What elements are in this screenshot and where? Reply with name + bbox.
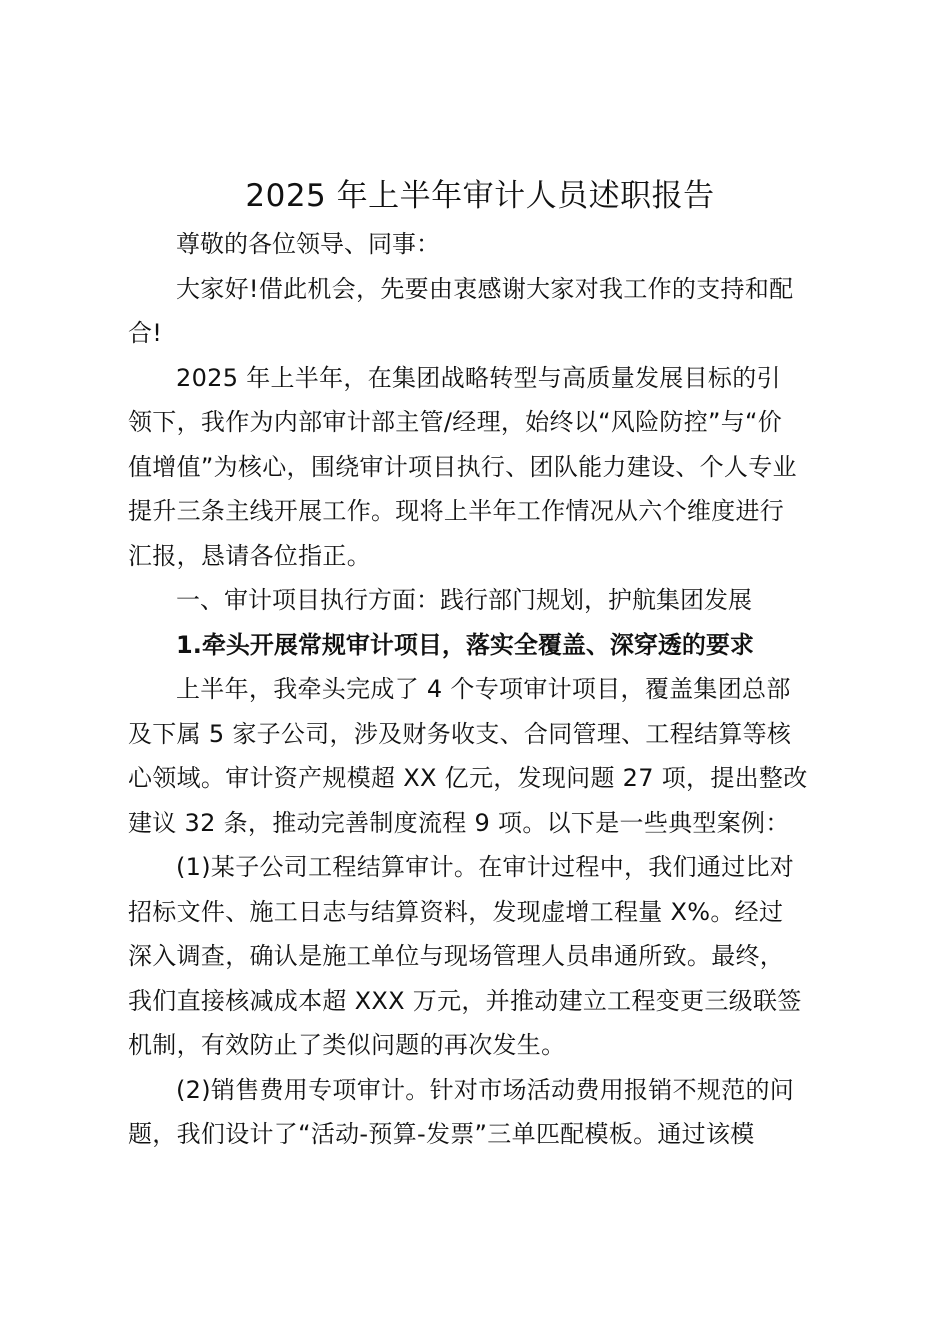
paragraph-line: 领下，我作为内部审计部主管/经理，始终以“风险防控”与“价 — [128, 408, 783, 436]
paragraph-line: 2025 年上半年，在集团战略转型与高质量发展目标的引 — [176, 363, 781, 392]
paragraph-line: 招标文件、施工日志与结算资料，发现虚增工程量 X%。经过 — [128, 897, 784, 926]
document-title: 2025 年上半年审计人员述职报告 — [245, 178, 715, 214]
paragraph-line: 建议 32 条，推动完善制度流程 9 项。以下是一些典型案例： — [128, 808, 790, 837]
document-page — [128, 170, 832, 1157]
paragraph-line: (2)销售费用专项审计。针对市场活动费用报销不规范的问 — [176, 1075, 795, 1104]
paragraph-line: 机制，有效防止了类似问题的再次发生。 — [128, 1031, 566, 1059]
case-2-paragraph — [128, 1068, 832, 1157]
summary-paragraph — [128, 667, 832, 845]
paragraph-line: 深入调查，确认是施工单位与现场管理人员串通所致。最终， — [128, 942, 785, 970]
paragraph-line: 值增值”为核心，围绕审计项目执行、团队能力建设、个人专业 — [128, 452, 797, 481]
paragraph-line: 提升三条主线开展工作。现将上半年工作情况从六个维度进行 — [128, 497, 785, 525]
section-heading: 一、审计项目执行方面：践行部门规划，护航集团发展 — [176, 586, 752, 614]
paragraph-line: (1)某子公司工程结算审计。在审计过程中，我们通过比对 — [176, 853, 795, 881]
case-1-paragraph — [128, 845, 832, 1068]
paragraph-line: 大家好!借此机会，先要由衷感谢大家对我工作的支持和配 — [176, 274, 794, 303]
subsection-heading: 1.牵头开展常规审计项目，落实全覆盖、深穿透的要求 — [176, 630, 754, 659]
paragraph-line: 汇报，恳请各位指正。 — [128, 541, 371, 570]
overview-paragraph — [128, 356, 832, 579]
paragraph-line: 合! — [128, 319, 163, 347]
paragraph-line: 我们直接核减成本超 XXX 万元，并推动建立工程变更三级联签 — [128, 986, 802, 1015]
paragraph-line: 题，我们设计了“活动-预算-发票”三单匹配模板。通过该模 — [128, 1120, 755, 1148]
paragraph-line: 上半年，我牵头完成了 4 个专项审计项目，覆盖集团总部 — [176, 675, 791, 703]
paragraph-line: 心领域。审计资产规模超 XX 亿元，发现问题 27 项，提出整改 — [128, 764, 808, 792]
intro-paragraph — [128, 267, 832, 356]
salutation: 尊敬的各位领导、同事： — [176, 230, 440, 258]
paragraph-line: 及下属 5 家子公司，涉及财务收支、合同管理、工程结算等核 — [128, 719, 792, 748]
